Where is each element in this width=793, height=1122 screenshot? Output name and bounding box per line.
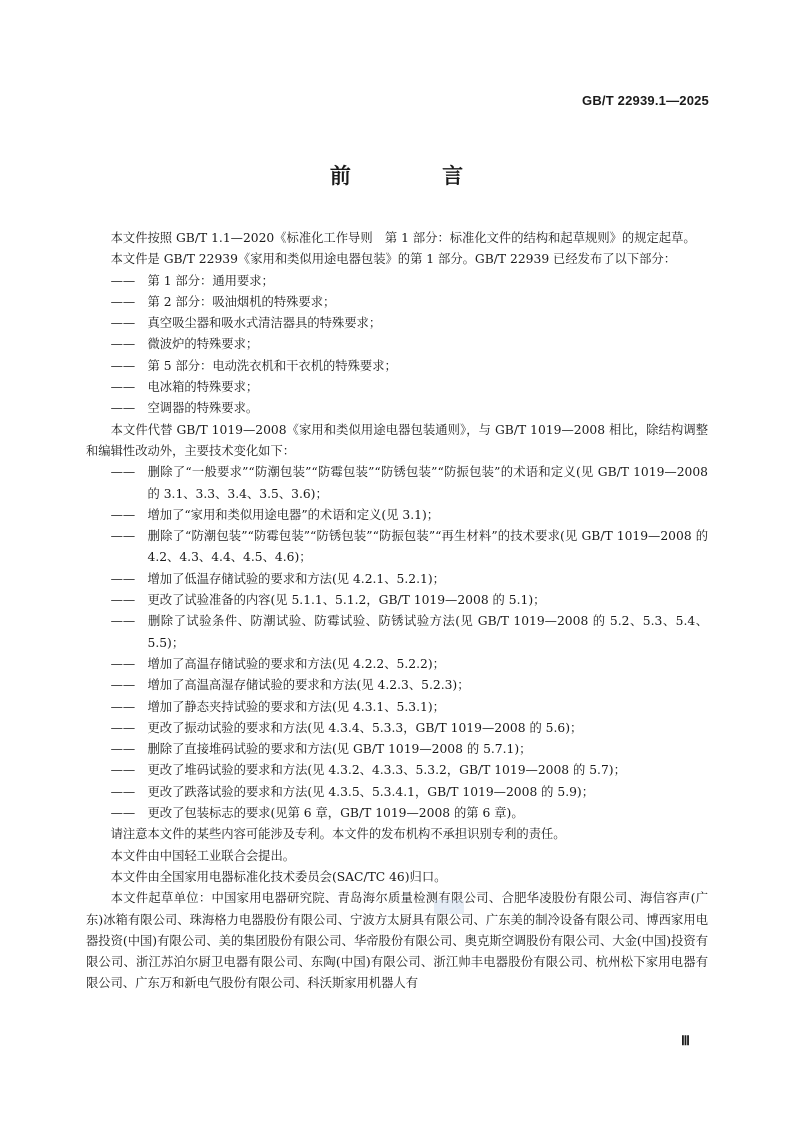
list-item: —— 更改了振动试验的要求和方法(见 4.3.4、5.3.3，GB/T 1019—2008 的 5.6)； bbox=[86, 718, 708, 739]
list-item: —— 更改了堆码试验的要求和方法(见 4.3.2、4.3.3、5.3.2，GB/T 1019—2008 的 5.7)； bbox=[86, 760, 708, 781]
list-item: —— 空调器的特殊要求。 bbox=[86, 398, 708, 419]
dash-mark: —— bbox=[110, 529, 136, 544]
paragraph: 本文件由全国家用电器标准化技术委员会(SAC/TC 46)归口。 bbox=[110, 869, 447, 884]
list-item: —— 删除了“防潮包装”“防霉包装”“防锈包装”“防振包装”“再生材料”的技术要求(见 GB/T 1019—2008 的 4.2、4.3、4.4、4.5、4.6)； bbox=[86, 526, 708, 569]
paragraph: 本文件是 GB/T 22939《家用和类似用途电器包装》的第 1 部分。GB/T 22939 已经发布了以下部分： bbox=[110, 252, 677, 267]
body-text bbox=[86, 228, 708, 995]
list-item: —— 增加了静态夹持试验的要求和方法(见 4.3.1、5.3.1)； bbox=[86, 697, 708, 718]
list-item: —— 第 1 部分：通用要求； bbox=[86, 271, 708, 292]
list-item: —— 电冰箱的特殊要求； bbox=[86, 377, 708, 398]
dash-mark: —— bbox=[110, 763, 136, 778]
dash-mark: —— bbox=[110, 806, 136, 821]
dash-mark: —— bbox=[110, 699, 136, 714]
dash-mark: —— bbox=[110, 316, 136, 331]
paragraph: 本文件代替 GB/T 1019—2008《家用和类似用途电器包装通则》，与 GB/T 1019—2008 相比，除结构调整和编辑性改动外，主要技术变化如下： bbox=[86, 422, 708, 458]
dash-mark: —— bbox=[110, 571, 136, 586]
list-item: —— 更改了包装标志的要求(见第 6 章，GB/T 1019—2008 的第 6 章)。 bbox=[86, 803, 708, 824]
changes-list bbox=[86, 462, 708, 824]
list-item: —— 第 2 部分：吸油烟机的特殊要求； bbox=[86, 292, 708, 313]
list-item: —— 更改了试验准备的内容(见 5.1.1、5.1.2，GB/T 1019—2008 的 5.1)； bbox=[86, 590, 708, 611]
dash-mark: —— bbox=[110, 337, 136, 352]
dash-mark: —— bbox=[110, 742, 136, 757]
dash-mark: —— bbox=[110, 784, 136, 799]
paragraph: 本文件起草单位：中国家用电器研究院、青岛海尔质量检测有限公司、合肥华凌股份有限公司、海信容声(广东)冰箱有限公司、珠海格力电器股份有限公司、宁波方太厨具有限公司、广东美的制冷设备有限公司、博西家用电器投资(中国)有限公司、美的集团股份有限公司、华帝股份有限公司、奥克斯空调股份有限公司、大金(中国)投资有限公司、浙江苏泊尔厨卫电器有限公司、东陶(中国)有限公司、浙江帅丰电器股份有限公司、杭州松下家用电器有限公司、广东万和新电气股份有限公司、科沃斯家用机器人有 bbox=[86, 891, 708, 991]
document-code: GB/T 22939.1—2025 bbox=[582, 93, 709, 108]
list-item: —— 微波炉的特殊要求； bbox=[86, 334, 708, 355]
dash-mark: —— bbox=[110, 507, 136, 522]
list-item: —— 第 5 部分：电动洗衣机和干衣机的特殊要求； bbox=[86, 356, 708, 377]
paragraph: 本文件由中国轻工业联合会提出。 bbox=[110, 848, 296, 863]
page-title: 前 言 bbox=[329, 164, 506, 188]
dash-mark: —— bbox=[110, 358, 136, 373]
dash-mark: —— bbox=[110, 273, 136, 288]
list-item: —— 删除了直接堆码试验的要求和方法(见 GB/T 1019—2008 的 5.7.1)； bbox=[86, 739, 708, 760]
list-item: —— 增加了低温存储试验的要求和方法(见 4.2.1、5.2.1)； bbox=[86, 569, 708, 590]
paragraph: 请注意本文件的某些内容可能涉及专利。本文件的发布机构不承担识别专利的责任。 bbox=[110, 827, 566, 842]
page-number: Ⅲ bbox=[681, 1033, 690, 1048]
dash-mark: —— bbox=[110, 465, 136, 480]
list-item: —— 增加了“家用和类似用途电器”的术语和定义(见 3.1)； bbox=[86, 505, 708, 526]
dash-mark: —— bbox=[110, 294, 136, 309]
dash-mark: —— bbox=[110, 401, 136, 416]
list-item: —— 删除了“一般要求”“防潮包装”“防霉包装”“防锈包装”“防振包装”的术语和定义(见 GB/T 1019—2008 的 3.1、3.3、3.4、3.5、3.6)； bbox=[86, 462, 708, 505]
list-item: —— 删除了试验条件、防潮试验、防霉试验、防锈试验方法(见 GB/T 1019—2008 的 5.2、5.3、5.4、5.5)； bbox=[86, 611, 708, 654]
list-item: —— 更改了跌落试验的要求和方法(见 4.3.5、5.3.4.1，GB/T 1019—2008 的 5.9)； bbox=[86, 782, 708, 803]
list-item: —— 真空吸尘器和吸水式清洁器具的特殊要求； bbox=[86, 313, 708, 334]
dash-mark: —— bbox=[110, 678, 136, 693]
dash-mark: —— bbox=[110, 614, 136, 629]
paragraph: 本文件按照 GB/T 1.1—2020《标准化工作导则 第 1 部分：标准化文件的结构和起草规则》的规定起草。 bbox=[110, 231, 696, 245]
parts-list bbox=[86, 271, 708, 420]
watermark-stamp bbox=[434, 900, 464, 914]
dash-mark: —— bbox=[110, 380, 136, 395]
list-item: —— 增加了高温高湿存储试验的要求和方法(见 4.2.3、5.2.3)； bbox=[86, 675, 708, 696]
dash-mark: —— bbox=[110, 593, 136, 608]
dash-mark: —— bbox=[110, 720, 136, 735]
list-item: —— 增加了高温存储试验的要求和方法(见 4.2.2、5.2.2)； bbox=[86, 654, 708, 675]
dash-mark: —— bbox=[110, 656, 136, 671]
